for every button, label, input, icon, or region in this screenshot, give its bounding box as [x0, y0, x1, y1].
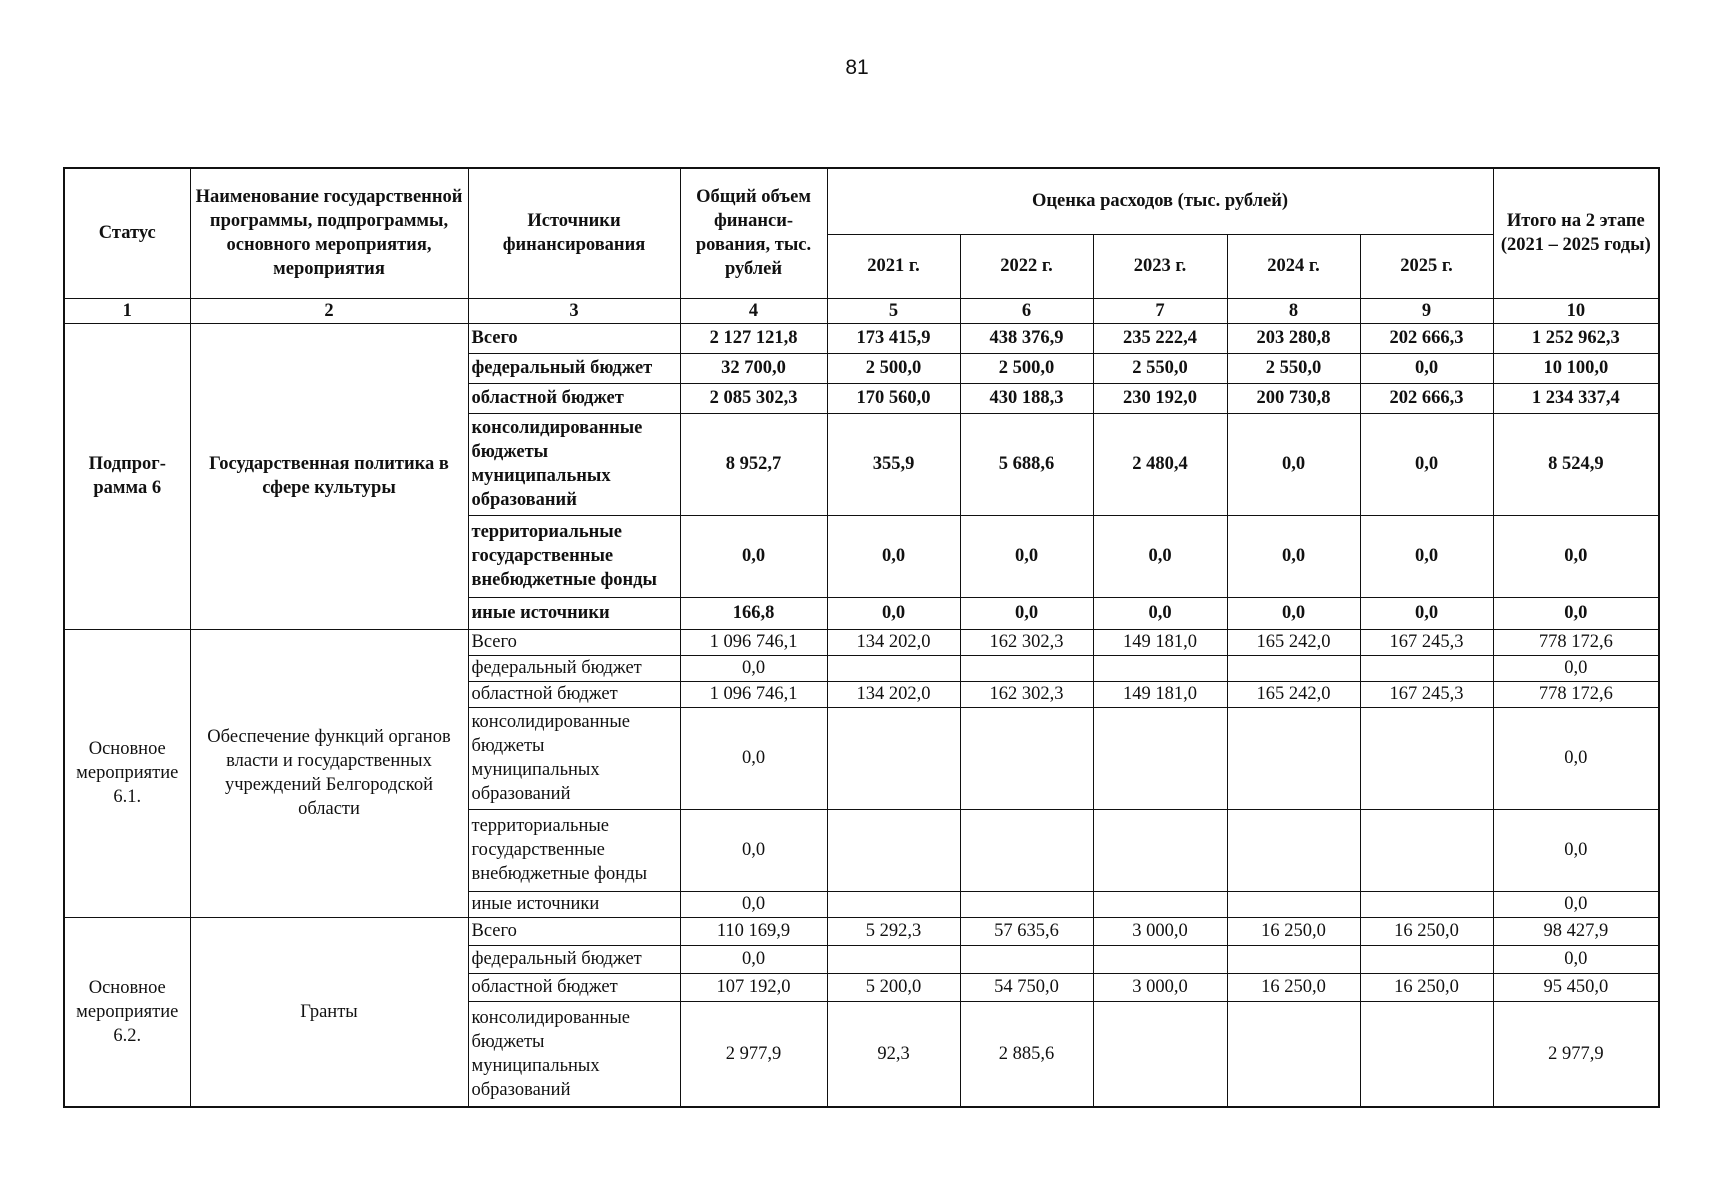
year-value: 16 250,0 [1227, 917, 1360, 945]
year-value [1227, 655, 1360, 681]
year-value [1360, 945, 1493, 973]
year-value [1093, 809, 1227, 891]
year-value: 0,0 [1093, 597, 1227, 629]
total-value: 32 700,0 [680, 353, 827, 383]
year-value: 0,0 [1093, 515, 1227, 597]
year-value: 438 376,9 [960, 323, 1093, 353]
total-value: 8 952,7 [680, 413, 827, 515]
year-value: 0,0 [827, 515, 960, 597]
year-value: 202 666,3 [1360, 383, 1493, 413]
year-value: 167 245,3 [1360, 629, 1493, 655]
year-value [1227, 707, 1360, 809]
stage-total-value: 0,0 [1493, 945, 1659, 973]
column-number: 5 [827, 298, 960, 323]
funding-source: Всего [468, 629, 680, 655]
funding-source: иные источники [468, 597, 680, 629]
year-value: 0,0 [827, 597, 960, 629]
row-program-name: Гранты [190, 917, 468, 1107]
funding-source: консолидированные бюджеты муниципальных образований [468, 1001, 680, 1107]
column-number: 8 [1227, 298, 1360, 323]
column-number: 2 [190, 298, 468, 323]
stage-total-value: 2 977,9 [1493, 1001, 1659, 1107]
stage-total-value: 0,0 [1493, 891, 1659, 917]
funding-source: федеральный бюджет [468, 353, 680, 383]
table-row [64, 323, 1659, 353]
funding-source: областной бюджет [468, 383, 680, 413]
header-status: Статус [64, 168, 190, 298]
year-value: 134 202,0 [827, 629, 960, 655]
year-value: 134 202,0 [827, 681, 960, 707]
year-value [1227, 945, 1360, 973]
total-value: 0,0 [680, 707, 827, 809]
stage-total-value: 0,0 [1493, 597, 1659, 629]
year-value [960, 655, 1093, 681]
column-number: 1 [64, 298, 190, 323]
header-year: 2021 г. [827, 234, 960, 298]
year-value: 430 188,3 [960, 383, 1093, 413]
total-value: 1 096 746,1 [680, 629, 827, 655]
year-value [960, 891, 1093, 917]
total-value: 0,0 [680, 655, 827, 681]
year-value [1093, 945, 1227, 973]
funding-source: федеральный бюджет [468, 655, 680, 681]
year-value: 0,0 [1360, 515, 1493, 597]
row-program-name: Обеспечение функций органов власти и государственных учреждений Белгородской области [190, 629, 468, 917]
year-value [1360, 707, 1493, 809]
header-estimate: Оценка расходов (тыс. рублей) [827, 168, 1493, 234]
row-program-name: Государственная политика в сфере культуры [190, 323, 468, 629]
year-value [1360, 655, 1493, 681]
year-value: 2 550,0 [1093, 353, 1227, 383]
table-row [64, 629, 1659, 655]
year-value: 0,0 [1360, 597, 1493, 629]
year-value [960, 809, 1093, 891]
table-row [64, 917, 1659, 945]
stage-total-value: 0,0 [1493, 809, 1659, 891]
stage-total-value: 0,0 [1493, 707, 1659, 809]
year-value: 16 250,0 [1227, 973, 1360, 1001]
year-value [1227, 891, 1360, 917]
year-value: 16 250,0 [1360, 917, 1493, 945]
column-number: 9 [1360, 298, 1493, 323]
year-value: 0,0 [1360, 413, 1493, 515]
total-value: 2 085 302,3 [680, 383, 827, 413]
year-value [960, 945, 1093, 973]
stage-total-value: 98 427,9 [1493, 917, 1659, 945]
stage-total-value: 10 100,0 [1493, 353, 1659, 383]
stage-total-value: 0,0 [1493, 515, 1659, 597]
year-value [827, 891, 960, 917]
total-value: 0,0 [680, 891, 827, 917]
year-value: 0,0 [960, 515, 1093, 597]
stage-total-value: 778 172,6 [1493, 629, 1659, 655]
year-value [1093, 891, 1227, 917]
year-value: 57 635,6 [960, 917, 1093, 945]
year-value [827, 707, 960, 809]
year-value [1227, 1001, 1360, 1107]
total-value: 2 977,9 [680, 1001, 827, 1107]
year-value [960, 707, 1093, 809]
year-value [1360, 1001, 1493, 1107]
stage-total-value: 95 450,0 [1493, 973, 1659, 1001]
column-number: 4 [680, 298, 827, 323]
year-value: 54 750,0 [960, 973, 1093, 1001]
total-value: 107 192,0 [680, 973, 827, 1001]
funding-source: консолидированные бюджеты муниципальных образований [468, 413, 680, 515]
year-value: 2 500,0 [827, 353, 960, 383]
stage-total-value: 8 524,9 [1493, 413, 1659, 515]
year-value: 170 560,0 [827, 383, 960, 413]
funding-source: федеральный бюджет [468, 945, 680, 973]
total-value: 0,0 [680, 809, 827, 891]
year-value: 355,9 [827, 413, 960, 515]
year-value: 0,0 [960, 597, 1093, 629]
funding-source: областной бюджет [468, 681, 680, 707]
total-value: 110 169,9 [680, 917, 827, 945]
row-status: Основное мероприятие 6.2. [64, 917, 190, 1107]
year-value: 0,0 [1227, 413, 1360, 515]
stage-total-value: 778 172,6 [1493, 681, 1659, 707]
year-value: 230 192,0 [1093, 383, 1227, 413]
column-number: 6 [960, 298, 1093, 323]
year-value [1093, 1001, 1227, 1107]
year-value: 2 500,0 [960, 353, 1093, 383]
funding-source: территориальные государственные внебюджетные фонды [468, 809, 680, 891]
year-value: 165 242,0 [1227, 681, 1360, 707]
stage-total-value: 1 252 962,3 [1493, 323, 1659, 353]
funding-source: иные источники [468, 891, 680, 917]
year-value: 2 550,0 [1227, 353, 1360, 383]
year-value: 5 688,6 [960, 413, 1093, 515]
year-value: 202 666,3 [1360, 323, 1493, 353]
page-number: 81 [845, 56, 869, 79]
year-value: 165 242,0 [1227, 629, 1360, 655]
year-value: 149 181,0 [1093, 681, 1227, 707]
year-value: 173 415,9 [827, 323, 960, 353]
year-value: 92,3 [827, 1001, 960, 1107]
budget-table [63, 167, 1660, 1108]
year-value: 2 885,6 [960, 1001, 1093, 1107]
header-total: Общий объем финанси-рования, тыс. рублей [680, 168, 827, 298]
year-value: 5 292,3 [827, 917, 960, 945]
header-year: 2025 г. [1360, 234, 1493, 298]
funding-source: консолидированные бюджеты муниципальных образований [468, 707, 680, 809]
year-value [827, 809, 960, 891]
header-year: 2023 г. [1093, 234, 1227, 298]
column-number: 7 [1093, 298, 1227, 323]
year-value [1360, 891, 1493, 917]
header-sources: Источники финансирования [468, 168, 680, 298]
year-value: 167 245,3 [1360, 681, 1493, 707]
year-value: 16 250,0 [1360, 973, 1493, 1001]
year-value: 5 200,0 [827, 973, 960, 1001]
year-value: 3 000,0 [1093, 973, 1227, 1001]
year-value: 0,0 [1227, 597, 1360, 629]
stage-total-value: 1 234 337,4 [1493, 383, 1659, 413]
stage-total-value: 0,0 [1493, 655, 1659, 681]
year-value [1093, 655, 1227, 681]
header-name: Наименование государственной программы, подпрограммы, основного мероприятия, мероприятия [190, 168, 468, 298]
total-value: 166,8 [680, 597, 827, 629]
funding-source: территориальные государственные внебюджетные фонды [468, 515, 680, 597]
header-year: 2022 г. [960, 234, 1093, 298]
row-status: Основное мероприятие 6.1. [64, 629, 190, 917]
year-value [1360, 809, 1493, 891]
total-value: 0,0 [680, 945, 827, 973]
header-year: 2024 г. [1227, 234, 1360, 298]
year-value [1227, 809, 1360, 891]
funding-source: Всего [468, 917, 680, 945]
header-stage-total: Итого на 2 этапе (2021 – 2025 годы) [1493, 168, 1659, 298]
year-value [827, 945, 960, 973]
year-value: 162 302,3 [960, 629, 1093, 655]
year-value [1093, 707, 1227, 809]
year-value: 235 222,4 [1093, 323, 1227, 353]
funding-source: областной бюджет [468, 973, 680, 1001]
year-value: 0,0 [1227, 515, 1360, 597]
total-value: 1 096 746,1 [680, 681, 827, 707]
year-value: 200 730,8 [1227, 383, 1360, 413]
row-status: Подпрог-рамма 6 [64, 323, 190, 629]
year-value: 0,0 [1360, 353, 1493, 383]
total-value: 2 127 121,8 [680, 323, 827, 353]
year-value: 162 302,3 [960, 681, 1093, 707]
total-value: 0,0 [680, 515, 827, 597]
year-value [827, 655, 960, 681]
column-number: 10 [1493, 298, 1659, 323]
column-number: 3 [468, 298, 680, 323]
year-value: 149 181,0 [1093, 629, 1227, 655]
year-value: 3 000,0 [1093, 917, 1227, 945]
year-value: 203 280,8 [1227, 323, 1360, 353]
funding-source: Всего [468, 323, 680, 353]
year-value: 2 480,4 [1093, 413, 1227, 515]
